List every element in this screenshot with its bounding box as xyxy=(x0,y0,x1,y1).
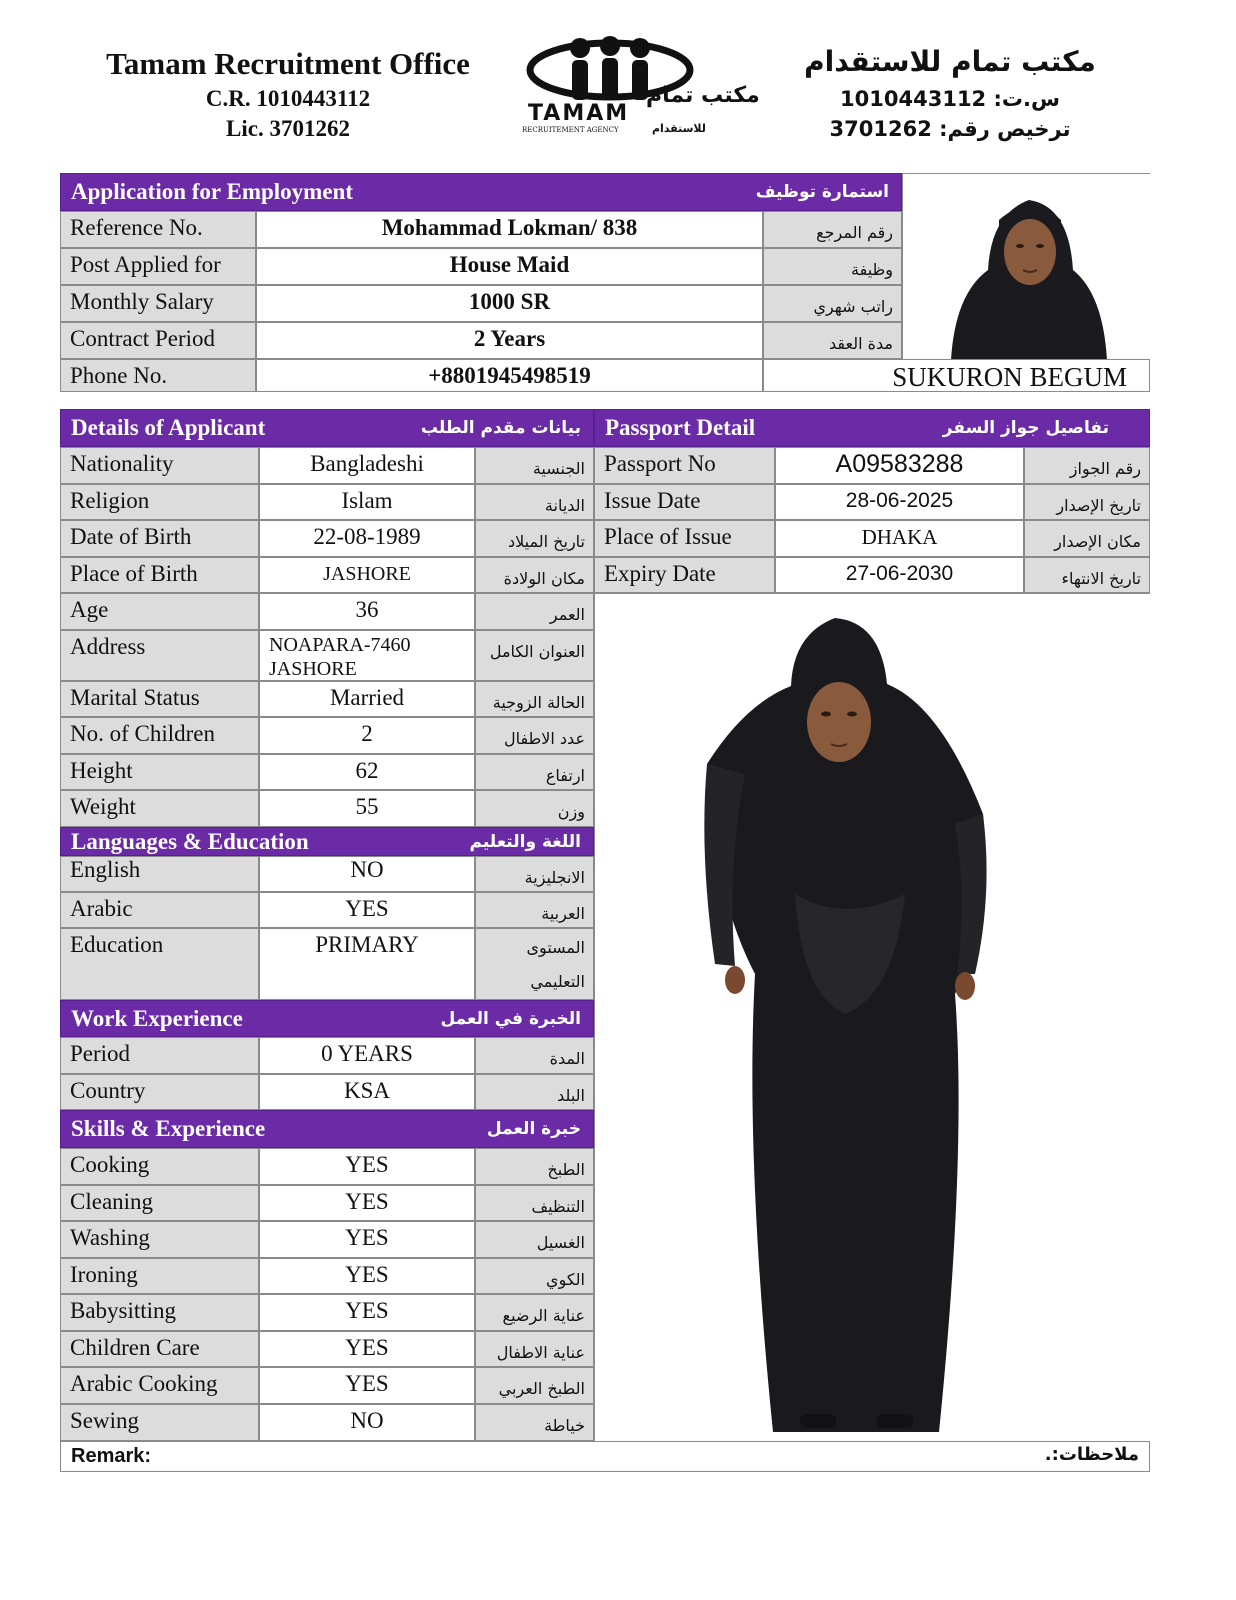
work-country-label-ar: البلد xyxy=(475,1074,594,1110)
religion-label: Religion xyxy=(60,484,259,520)
monthly-salary-label-ar: راتب شهري xyxy=(763,285,902,322)
arabic-cooking-label-ar: الطبخ العربي xyxy=(475,1367,594,1404)
age-label-ar: العمر xyxy=(475,593,594,630)
dob-label-ar: تاريخ الميلاد xyxy=(475,520,594,557)
office-name-en: Tamam Recruitment Office xyxy=(106,46,470,81)
arabic-label-ar: العربية xyxy=(475,892,594,928)
passport-title-en: Passport Detail xyxy=(605,415,756,440)
license-number-en: Lic. 3701262 xyxy=(226,116,350,141)
post-applied-label: Post Applied for xyxy=(60,248,256,285)
phone-label: Phone No. xyxy=(60,359,256,392)
arabic-cooking-value: YES xyxy=(259,1367,475,1404)
applicant-name: SUKURON BEGUM xyxy=(763,359,1150,392)
passport-no-label: Passport No xyxy=(594,447,775,484)
arabic-value: YES xyxy=(259,892,475,928)
place-of-issue-value: DHAKA xyxy=(775,520,1024,557)
work-country-label: Country xyxy=(60,1074,259,1110)
place-of-birth-value: JASHORE xyxy=(259,557,475,593)
license-number-ar: ترخيص رقم: 3701262 xyxy=(829,117,1071,141)
reference-label: Reference No. xyxy=(60,211,256,248)
passport-section-header xyxy=(594,409,1150,447)
babysitting-label-ar: عناية الرضيع xyxy=(475,1294,594,1331)
expiry-date-label: Expiry Date xyxy=(594,557,775,593)
education-label-ar-line1: المستوى xyxy=(526,938,585,957)
office-header-ar xyxy=(800,40,1100,144)
logo-word: TAMAM xyxy=(528,101,630,126)
issue-date-label-ar: تاريخ الإصدار xyxy=(1024,484,1150,520)
weight-value: 55 xyxy=(259,790,475,827)
english-value: NO xyxy=(259,856,475,892)
passport-no-value: A09583288 xyxy=(775,447,1024,484)
cooking-value: YES xyxy=(259,1148,475,1185)
languages-title-ar: اللغة والتعليم xyxy=(469,832,581,852)
remark-row xyxy=(60,1441,1150,1472)
place-of-birth-label: Place of Birth xyxy=(60,557,259,593)
cooking-label: Cooking xyxy=(60,1148,259,1185)
ironing-label: Ironing xyxy=(60,1258,259,1294)
address-label: Address xyxy=(60,630,259,681)
height-value: 62 xyxy=(259,754,475,790)
height-label: Height xyxy=(60,754,259,790)
education-value: PRIMARY xyxy=(259,928,475,1000)
children-care-label-ar: عناية الاطفال xyxy=(475,1331,594,1367)
office-name-ar: مكتب تمام للاستقدام xyxy=(804,45,1096,78)
contract-period-value: 2 Years xyxy=(256,322,763,359)
passport-title-ar: تفاصيل جواز السفر xyxy=(942,418,1109,438)
expiry-date-value: 27-06-2030 xyxy=(775,557,1024,593)
cr-number-ar: س.ت: 1010443112 xyxy=(840,87,1060,111)
children-label: No. of Children xyxy=(60,717,259,754)
office-header-en xyxy=(60,44,516,144)
religion-value: Islam xyxy=(259,484,475,520)
address-line-2: JASHORE xyxy=(269,658,357,680)
reference-value: Mohammad Lokman/ 838 xyxy=(256,211,763,248)
weight-label: Weight xyxy=(60,790,259,827)
weight-label-ar: وزن xyxy=(475,790,594,827)
marital-status-value: Married xyxy=(259,681,475,717)
cleaning-label: Cleaning xyxy=(60,1185,259,1221)
education-label-ar xyxy=(475,928,594,1000)
english-label: English xyxy=(60,856,259,892)
address-line-1: NOAPARA-7460 xyxy=(269,634,411,656)
phone-value: +8801945498519 xyxy=(256,359,763,392)
washing-label: Washing xyxy=(60,1221,259,1258)
work-period-label-ar: المدة xyxy=(475,1037,594,1074)
nationality-label: Nationality xyxy=(60,447,259,484)
monthly-salary-label: Monthly Salary xyxy=(60,285,256,322)
children-label-ar: عدد الاطفال xyxy=(475,717,594,754)
children-care-label: Children Care xyxy=(60,1331,259,1367)
english-label-ar: الانجليزية xyxy=(475,856,594,892)
post-applied-value: House Maid xyxy=(256,248,763,285)
details-title-ar: بيانات مقدم الطلب xyxy=(420,418,581,438)
address-label-ar: العنوان الكامل xyxy=(475,630,594,681)
reference-label-ar: رقم المرجع xyxy=(763,211,902,248)
arabic-label: Arabic xyxy=(60,892,259,928)
religion-label-ar: الديانة xyxy=(475,484,594,520)
logo-ar-text: مكتب تمام xyxy=(646,83,760,108)
post-applied-label-ar: وظيفة xyxy=(763,248,902,285)
education-label: Education xyxy=(60,928,259,1000)
education-label-ar-line2: التعليمي xyxy=(530,972,585,991)
work-period-value: 0 YEARS xyxy=(259,1037,475,1074)
sewing-value: NO xyxy=(259,1404,475,1441)
applicant-full-photo xyxy=(594,593,1150,1441)
age-label: Age xyxy=(60,593,259,630)
address-value xyxy=(259,630,475,681)
work-country-value: KSA xyxy=(259,1074,475,1110)
languages-section-header xyxy=(60,827,594,856)
cr-number-en: C.R. 1010443112 xyxy=(205,86,371,111)
washing-value: YES xyxy=(259,1221,475,1258)
work-period-label: Period xyxy=(60,1037,259,1074)
arabic-cooking-label: Arabic Cooking xyxy=(60,1367,259,1404)
dob-label: Date of Birth xyxy=(60,520,259,557)
application-section-header xyxy=(60,173,902,211)
babysitting-value: YES xyxy=(259,1294,475,1331)
skills-section-header xyxy=(60,1110,594,1148)
work-title-ar: الخبرة في العمل xyxy=(440,1009,581,1029)
marital-status-label-ar: الحالة الزوجية xyxy=(475,681,594,717)
washing-label-ar: الغسيل xyxy=(475,1221,594,1258)
nationality-label-ar: الجنسية xyxy=(475,447,594,484)
skills-title-en: Skills & Experience xyxy=(71,1116,266,1141)
remark-label-ar: ملاحظات:. xyxy=(1044,1444,1139,1465)
babysitting-label: Babysitting xyxy=(60,1294,259,1331)
height-label-ar: ارتفاع xyxy=(475,754,594,790)
cooking-label-ar: الطبخ xyxy=(475,1148,594,1185)
work-title-en: Work Experience xyxy=(71,1006,243,1031)
issue-date-value: 28-06-2025 xyxy=(775,484,1024,520)
details-section-header xyxy=(60,409,594,447)
place-of-issue-label: Place of Issue xyxy=(594,520,775,557)
marital-status-label: Marital Status xyxy=(60,681,259,717)
contract-period-label-ar: مدة العقد xyxy=(763,322,902,359)
place-of-issue-label-ar: مكان الإصدار xyxy=(1024,520,1150,557)
logo-tagline-ar: للاستقدام xyxy=(652,122,706,135)
age-value: 36 xyxy=(259,593,475,630)
nationality-value: Bangladeshi xyxy=(259,447,475,484)
ironing-value: YES xyxy=(259,1258,475,1294)
details-title-en: Details of Applicant xyxy=(71,415,266,440)
tamam-logo xyxy=(520,34,760,144)
sewing-label: Sewing xyxy=(60,1404,259,1441)
monthly-salary-value: 1000 SR xyxy=(256,285,763,322)
contract-period-label: Contract Period xyxy=(60,322,256,359)
children-value: 2 xyxy=(259,717,475,754)
dob-value: 22-08-1989 xyxy=(259,520,475,557)
work-section-header xyxy=(60,1000,594,1037)
applicant-portrait-photo xyxy=(902,173,1150,359)
application-title-en: Application for Employment xyxy=(71,179,353,204)
logo-tagline: RECRUITEMENT AGENCY xyxy=(522,126,619,134)
skills-title-ar: خبرة العمل xyxy=(486,1119,581,1139)
passport-no-label-ar: رقم الجواز xyxy=(1024,447,1150,484)
application-title-ar: استمارة توظيف xyxy=(755,182,889,202)
cleaning-value: YES xyxy=(259,1185,475,1221)
ironing-label-ar: الكوي xyxy=(475,1258,594,1294)
remark-label-en: Remark: xyxy=(71,1445,152,1467)
children-care-value: YES xyxy=(259,1331,475,1367)
sewing-label-ar: خياطة xyxy=(475,1404,594,1441)
cleaning-label-ar: التنظيف xyxy=(475,1185,594,1221)
expiry-date-label-ar: تاريخ الانتهاء xyxy=(1024,557,1150,593)
issue-date-label: Issue Date xyxy=(594,484,775,520)
languages-title-en: Languages & Education xyxy=(71,829,309,854)
place-of-birth-label-ar: مكان الولادة xyxy=(475,557,594,593)
